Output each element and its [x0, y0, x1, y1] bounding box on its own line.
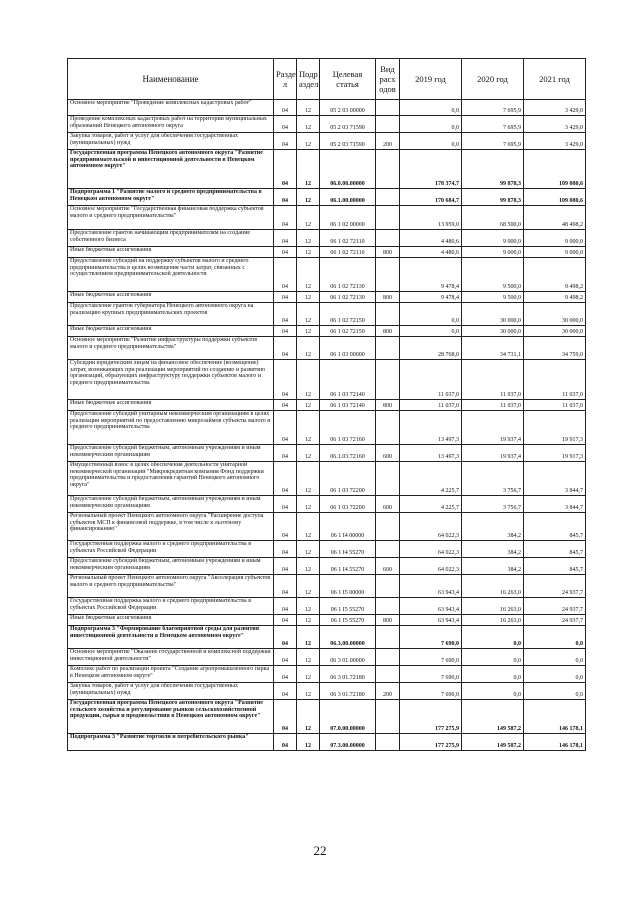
row-podrazdel: 12: [297, 326, 320, 337]
row-vid: 600: [376, 496, 400, 513]
page-number: 22: [313, 843, 327, 858]
row-name: Подпрограмма 1 "Развитие малого и среднего предпринимательства в Ненецком автономном округе": [68, 189, 274, 206]
row-vid: 200: [376, 133, 400, 150]
row-2020: 16 263,0: [462, 575, 524, 598]
table-row: [68, 292, 586, 303]
row-2020: 30 000,0: [462, 326, 524, 337]
row-razdel: 04: [274, 575, 297, 598]
row-2019: 4 480,6: [400, 230, 462, 247]
row-2021: 48 498,2: [524, 206, 586, 230]
row-vid: [376, 541, 400, 558]
row-2019: 0,0: [400, 116, 462, 133]
row-vid: 800: [376, 247, 400, 258]
row-article: 05 2 03 71590: [320, 116, 376, 133]
row-article: 06.0.00.00000: [320, 150, 376, 189]
table-header-row: [68, 59, 586, 100]
row-razdel: 04: [274, 116, 297, 133]
row-article: 06.3.00.00000: [320, 626, 376, 649]
row-2020: 0,0: [462, 626, 524, 649]
row-podrazdel: 12: [297, 558, 320, 575]
row-article: 06 1 02 72110: [320, 230, 376, 247]
row-2020: 19 937,4: [462, 445, 524, 462]
row-2020: 9 500,0: [462, 292, 524, 303]
table-row: [68, 133, 586, 150]
table-row: [68, 683, 586, 700]
row-name: Предоставление субсидий бюджетным, автономным учреждениям и иным некоммерческим организациям: [68, 496, 274, 513]
row-podrazdel: 12: [297, 258, 320, 292]
row-vid: [376, 626, 400, 649]
table-row: [68, 206, 586, 230]
table-row: [68, 496, 586, 513]
header-name: Наименование: [68, 59, 274, 100]
row-2019: 63 943,4: [400, 615, 462, 626]
row-2020: 384,2: [462, 513, 524, 541]
row-podrazdel: 12: [297, 462, 320, 496]
table-row: [68, 700, 586, 734]
row-2019: 0,0: [400, 326, 462, 337]
table-row: [68, 513, 586, 541]
row-2019: 7 690,0: [400, 649, 462, 666]
row-razdel: 04: [274, 598, 297, 615]
row-vid: [376, 100, 400, 116]
row-article: 06 1 I5 55270: [320, 598, 376, 615]
row-2020: 9 000,0: [462, 247, 524, 258]
row-razdel: 04: [274, 189, 297, 206]
row-razdel: 04: [274, 100, 297, 116]
row-vid: [376, 734, 400, 751]
row-2020: 0,0: [462, 666, 524, 683]
row-vid: [376, 649, 400, 666]
row-razdel: 04: [274, 626, 297, 649]
row-article: 06 1 I5 00000: [320, 575, 376, 598]
row-podrazdel: 12: [297, 700, 320, 734]
row-razdel: 04: [274, 150, 297, 189]
row-article: 06 1 I4.55270: [320, 558, 376, 575]
budget-table: [67, 58, 586, 751]
row-2021: 19 917,3: [524, 445, 586, 462]
row-vid: [376, 462, 400, 496]
row-2020: 7 695,9: [462, 100, 524, 116]
row-2020: 11 037,0: [462, 360, 524, 400]
row-vid: 800: [376, 615, 400, 626]
table-row: [68, 445, 586, 462]
row-article: 06 1 03 72140: [320, 360, 376, 400]
row-podrazdel: 12: [297, 247, 320, 258]
table-row: [68, 337, 586, 360]
row-2019: 4 480,6: [400, 247, 462, 258]
row-name: Основное мероприятие "Развитие инфраструктуры поддержки субъектов малого и среднего предпринимательства": [68, 337, 274, 360]
table-row: [68, 734, 586, 751]
row-article: 07.3.00.00000: [320, 734, 376, 751]
row-razdel: 04: [274, 206, 297, 230]
row-podrazdel: 12: [297, 496, 320, 513]
row-razdel: 04: [274, 411, 297, 445]
row-podrazdel: 12: [297, 575, 320, 598]
row-2020: 384,2: [462, 558, 524, 575]
row-name: Государственная программа Ненецкого автономного округа "Развитие сельского хозяйства и регулирование рынков сельскохозяйственной продукции, сырья и продовольствия в Ненецком автономном округе": [68, 700, 274, 734]
table-row: [68, 666, 586, 683]
row-article: 06 1 02 72150: [320, 303, 376, 326]
row-2021: 0,0: [524, 626, 586, 649]
row-vid: [376, 150, 400, 189]
row-name: Иные бюджетные ассигнования: [68, 400, 274, 411]
row-podrazdel: 12: [297, 666, 320, 683]
row-name: Закупка товаров, работ и услуг для обеспечения государственных (муниципальных) нужд: [68, 133, 274, 150]
table-body: [68, 100, 586, 751]
row-2020: 0,0: [462, 649, 524, 666]
row-2021: 109 080,6: [524, 150, 586, 189]
row-article: 06 1 02 72130: [320, 258, 376, 292]
row-vid: 800: [376, 326, 400, 337]
row-2021: 34 759,0: [524, 337, 586, 360]
row-name: Основное мероприятие "Оказание государственной и комплексной поддержки инвестиционной деятельности": [68, 649, 274, 666]
row-2021: 19 917,3: [524, 411, 586, 445]
row-name: Иные бюджетные ассигнования: [68, 615, 274, 626]
row-vid: 800: [376, 400, 400, 411]
row-razdel: 04: [274, 258, 297, 292]
row-2021: 845,7: [524, 541, 586, 558]
table-row: [68, 150, 586, 189]
row-razdel: 04: [274, 462, 297, 496]
row-vid: [376, 513, 400, 541]
row-2019: 0,0: [400, 100, 462, 116]
row-podrazdel: 12: [297, 445, 320, 462]
row-2019: 28 768,0: [400, 337, 462, 360]
row-vid: [376, 575, 400, 598]
row-podrazdel: 12: [297, 683, 320, 700]
row-vid: [376, 303, 400, 326]
row-vid: 600: [376, 445, 400, 462]
row-2021: 9 498,2: [524, 258, 586, 292]
table-row: [68, 189, 586, 206]
table-row: [68, 575, 586, 598]
row-2019: 13 959,0: [400, 206, 462, 230]
row-razdel: 04: [274, 292, 297, 303]
row-2021: 11 037,0: [524, 400, 586, 411]
row-razdel: 04: [274, 615, 297, 626]
row-name: Комплекс работ по реализации проекта "Создание агропромышленного парка в Ненецком автономном округе": [68, 666, 274, 683]
row-name: Подпрограмма 3 "Развитие торговли и потребительского рынка": [68, 734, 274, 751]
row-article: 06 1 I4 00000: [320, 513, 376, 541]
row-article: 06 1 02 72110: [320, 247, 376, 258]
row-2021: 3 429,0: [524, 116, 586, 133]
row-2019: 0,0: [400, 303, 462, 326]
row-2020: 11 037,0: [462, 400, 524, 411]
row-podrazdel: 12: [297, 513, 320, 541]
row-razdel: 04: [274, 445, 297, 462]
row-2021: 146 178,1: [524, 700, 586, 734]
row-2019: 177 275,9: [400, 700, 462, 734]
row-name: Субсидии юридическим лицам на финансовое обеспечение (возмещение) затрат, возникающих при реализации мероприятий по созданию и развитию организаций, образующих инфраструктуру поддержки субъектов малого и среднего предпринимательства: [68, 360, 274, 400]
row-article: 06 1 I4 55270: [320, 541, 376, 558]
row-2019: 7 690,0: [400, 683, 462, 700]
table-row: [68, 303, 586, 326]
row-2020: 3 756,7: [462, 496, 524, 513]
row-2021: 9 000,0: [524, 247, 586, 258]
row-name: Иные бюджетные ассигнования: [68, 326, 274, 337]
row-name: Предоставление субсидий унитарным некоммерческим организациям в целях реализации мероприятий по предоставлению микрозаймов субъекты малого и среднего предпринимательства: [68, 411, 274, 445]
row-razdel: 04: [274, 360, 297, 400]
row-name: Предоставление субсидий бюджетным, автономным учреждениям и иным некоммерческим организациям: [68, 558, 274, 575]
row-2021: 3 429,0: [524, 100, 586, 116]
row-article: 05 2 03 00000: [320, 100, 376, 116]
row-article: 07.0.00.00000: [320, 700, 376, 734]
row-razdel: 04: [274, 734, 297, 751]
row-2020: 16 263,0: [462, 615, 524, 626]
row-2019: 11 037,0: [400, 400, 462, 411]
row-name: Предоставление грантов губернатора Ненецкого автономного округа на реализацию крупных предпринимательских проектов: [68, 303, 274, 326]
table-row: [68, 116, 586, 133]
row-2019: 178 374,7: [400, 150, 462, 189]
row-2019: 64 022,3: [400, 541, 462, 558]
row-name: Предоставление субсидий бюджетным, автономным учреждениям и иным некоммерческим организациям: [68, 445, 274, 462]
row-podrazdel: 12: [297, 400, 320, 411]
table-row: [68, 649, 586, 666]
header-podrazdel: Подр аздел: [297, 59, 320, 100]
row-name: Закупка товаров, работ и услуг для обеспечения государственных (муниципальных) нужд: [68, 683, 274, 700]
row-article: 06 1 02 72130: [320, 292, 376, 303]
row-2019: 13 497,3: [400, 411, 462, 445]
row-2020: 9 500,0: [462, 258, 524, 292]
table-row: [68, 326, 586, 337]
row-razdel: 04: [274, 247, 297, 258]
row-vid: [376, 337, 400, 360]
row-razdel: 04: [274, 303, 297, 326]
header-2019: 2019 год: [400, 59, 462, 100]
row-name: Государственная поддержка малого и среднего предпринимательства в субъектах Российской Федерации: [68, 541, 274, 558]
table-row: [68, 411, 586, 445]
row-name: Государственная программа Ненецкого автономного округа "Развитие предпринимательской и инвестиционной деятельности в Ненецком автономном округе": [68, 150, 274, 189]
row-podrazdel: 12: [297, 649, 320, 666]
row-vid: [376, 258, 400, 292]
row-article: 06 1 02 00000: [320, 206, 376, 230]
row-article: 06 1 03 72160: [320, 411, 376, 445]
table-row: [68, 400, 586, 411]
row-2021: 24 937,7: [524, 575, 586, 598]
row-2021: 11 037,0: [524, 360, 586, 400]
row-razdel: 04: [274, 666, 297, 683]
row-2019: 0,0: [400, 133, 462, 150]
table-row: [68, 541, 586, 558]
row-2020: 9 000,0: [462, 230, 524, 247]
row-2021: 9 498,2: [524, 292, 586, 303]
row-2021: 146 178,1: [524, 734, 586, 751]
row-vid: 800: [376, 292, 400, 303]
table-row: [68, 462, 586, 496]
row-2019: 9 478,4: [400, 292, 462, 303]
row-2020: 99 878,3: [462, 150, 524, 189]
row-podrazdel: 12: [297, 626, 320, 649]
table-row: [68, 558, 586, 575]
row-podrazdel: 12: [297, 734, 320, 751]
row-2019: 7 690,0: [400, 626, 462, 649]
row-2020: 68 500,0: [462, 206, 524, 230]
table-row: [68, 626, 586, 649]
row-podrazdel: 12: [297, 598, 320, 615]
row-article: 06 1 03 72200: [320, 462, 376, 496]
row-2021: 24 937,7: [524, 598, 586, 615]
row-name: Региональный проект Ненецкого автономного округа "Расширение доступа субъектов МСП к финансовой поддержке, в том числе к льготному финансированию": [68, 513, 274, 541]
row-razdel: 04: [274, 700, 297, 734]
row-vid: [376, 598, 400, 615]
row-article: 06 1 03 00000: [320, 337, 376, 360]
row-2019: 11 037,0: [400, 360, 462, 400]
row-razdel: 04: [274, 649, 297, 666]
row-2019: 63 943,4: [400, 598, 462, 615]
row-podrazdel: 12: [297, 337, 320, 360]
row-article: 06.1.03.72160: [320, 445, 376, 462]
row-vid: [376, 116, 400, 133]
row-2019: 4 225,7: [400, 462, 462, 496]
row-article: 06 3 01.00000: [320, 649, 376, 666]
row-podrazdel: 12: [297, 615, 320, 626]
row-podrazdel: 12: [297, 100, 320, 116]
row-2020: 384,2: [462, 541, 524, 558]
row-2020: 7 695,9: [462, 116, 524, 133]
row-2020: 19 937,4: [462, 411, 524, 445]
row-razdel: 04: [274, 496, 297, 513]
row-vid: [376, 206, 400, 230]
row-vid: [376, 700, 400, 734]
row-article: 06.1.00.00000: [320, 189, 376, 206]
row-2020: 7 695,9: [462, 133, 524, 150]
row-razdel: 04: [274, 337, 297, 360]
row-vid: [376, 189, 400, 206]
row-2019: 4 225,7: [400, 496, 462, 513]
row-name: Подпрограмма 3 "Формирование благоприятной среды для развития инвестиционной деятельности в Ненецком автономном округе": [68, 626, 274, 649]
row-article: 06 1 02 72150: [320, 326, 376, 337]
row-razdel: 04: [274, 683, 297, 700]
row-podrazdel: 12: [297, 206, 320, 230]
row-2021: 0,0: [524, 649, 586, 666]
row-2020: 16 263,0: [462, 598, 524, 615]
row-2019: 7 690,0: [400, 666, 462, 683]
header-2021: 2021 год: [524, 59, 586, 100]
row-name: Иные бюджетные ассигнования: [68, 292, 274, 303]
row-podrazdel: 12: [297, 116, 320, 133]
row-2020: 149 587,2: [462, 700, 524, 734]
row-vid: [376, 666, 400, 683]
row-razdel: 04: [274, 326, 297, 337]
row-2021: 24 937,7: [524, 615, 586, 626]
row-2020: 3 756,7: [462, 462, 524, 496]
row-2020: 149 587,2: [462, 734, 524, 751]
table-row: [68, 258, 586, 292]
row-article: 05 2 03 71590: [320, 133, 376, 150]
row-2021: 0,0: [524, 683, 586, 700]
table-row: [68, 598, 586, 615]
row-2021: 9 000,0: [524, 230, 586, 247]
row-podrazdel: 12: [297, 411, 320, 445]
row-2019: 177 275,9: [400, 734, 462, 751]
row-vid: [376, 230, 400, 247]
table-row: [68, 230, 586, 247]
row-2021: 109 080,6: [524, 189, 586, 206]
row-vid: [376, 411, 400, 445]
row-2021: 3 844,7: [524, 496, 586, 513]
row-name: Проведение комплексных кадастровых работ на территории муниципальных образований Ненецкого автономного округа: [68, 116, 274, 133]
row-razdel: 04: [274, 400, 297, 411]
row-name: Основное мероприятие "Проведение комплексных кадастровых работ": [68, 100, 274, 116]
row-razdel: 04: [274, 513, 297, 541]
row-podrazdel: 12: [297, 541, 320, 558]
row-article: 06 3 01.72180: [320, 683, 376, 700]
row-razdel: 04: [274, 133, 297, 150]
row-name: Государственная поддержка малого и среднего предпринимательства в субъектах Российской Федерации: [68, 598, 274, 615]
row-razdel: 04: [274, 230, 297, 247]
table-row: [68, 247, 586, 258]
row-podrazdel: 12: [297, 150, 320, 189]
row-2021: 3 429,0: [524, 133, 586, 150]
header-2020: 2020 год: [462, 59, 524, 100]
row-2020: 99 878,3: [462, 189, 524, 206]
row-2020: 30 000,0: [462, 303, 524, 326]
row-name: Иные бюджетные ассигнования: [68, 247, 274, 258]
table-row: [68, 100, 586, 116]
row-2019: 64 022,3: [400, 558, 462, 575]
row-article: 06 1 03 72200: [320, 496, 376, 513]
row-podrazdel: 12: [297, 230, 320, 247]
table-row: [68, 615, 586, 626]
row-2019: 63 943,4: [400, 575, 462, 598]
row-2021: 845,7: [524, 558, 586, 575]
row-name: Имущественный взнос в целях обеспечения деятельности унитарной некоммерческой организации "Микрокредитная компания Фонд поддержки предпринимательства и предоставления гарантий Ненецкого автономного округа": [68, 462, 274, 496]
row-razdel: 04: [274, 558, 297, 575]
row-podrazdel: 12: [297, 292, 320, 303]
row-2021: 845,7: [524, 513, 586, 541]
row-2019: 9 478,4: [400, 258, 462, 292]
row-2021: 3 844,7: [524, 462, 586, 496]
row-2019: 64 022,3: [400, 513, 462, 541]
header-razdel: Разде л: [274, 59, 297, 100]
row-vid: [376, 360, 400, 400]
header-vid: Вид расх одов: [376, 59, 400, 100]
row-article: 06 3 01.72180: [320, 666, 376, 683]
row-name: Предоставление грантов начинающим предпринимателям на создание собственного бизнеса: [68, 230, 274, 247]
row-2020: 0,0: [462, 683, 524, 700]
header-article: Целевая статья: [320, 59, 376, 100]
row-2021: 30 000,0: [524, 303, 586, 326]
row-vid: 600: [376, 558, 400, 575]
row-2021: 30 000,0: [524, 326, 586, 337]
row-podrazdel: 12: [297, 189, 320, 206]
row-podrazdel: 12: [297, 133, 320, 150]
row-podrazdel: 12: [297, 303, 320, 326]
row-article: 06 1 I5 55270: [320, 615, 376, 626]
row-name: Региональный проект Ненецкого автономного округа "Акселерация субъектов малого и среднего предпринимательства": [68, 575, 274, 598]
row-name: Предоставление субсидий на поддержку субъектов малого и среднего предпринимательства в целях возмещения части затрат, связанных с осуществлением предпринимательской деятельности: [68, 258, 274, 292]
row-article: 06 1 03 72140: [320, 400, 376, 411]
table-row: [68, 360, 586, 400]
row-vid: 200: [376, 683, 400, 700]
row-podrazdel: 12: [297, 360, 320, 400]
budget-table-container: [67, 58, 585, 751]
row-2021: 0,0: [524, 666, 586, 683]
row-2020: 34 731,1: [462, 337, 524, 360]
row-razdel: 04: [274, 541, 297, 558]
row-2019: 13 497,3: [400, 445, 462, 462]
row-name: Основное мероприятие "Государственная финансовая поддержка субъектов малого и среднего предпринимательства": [68, 206, 274, 230]
row-2019: 170 684,7: [400, 189, 462, 206]
